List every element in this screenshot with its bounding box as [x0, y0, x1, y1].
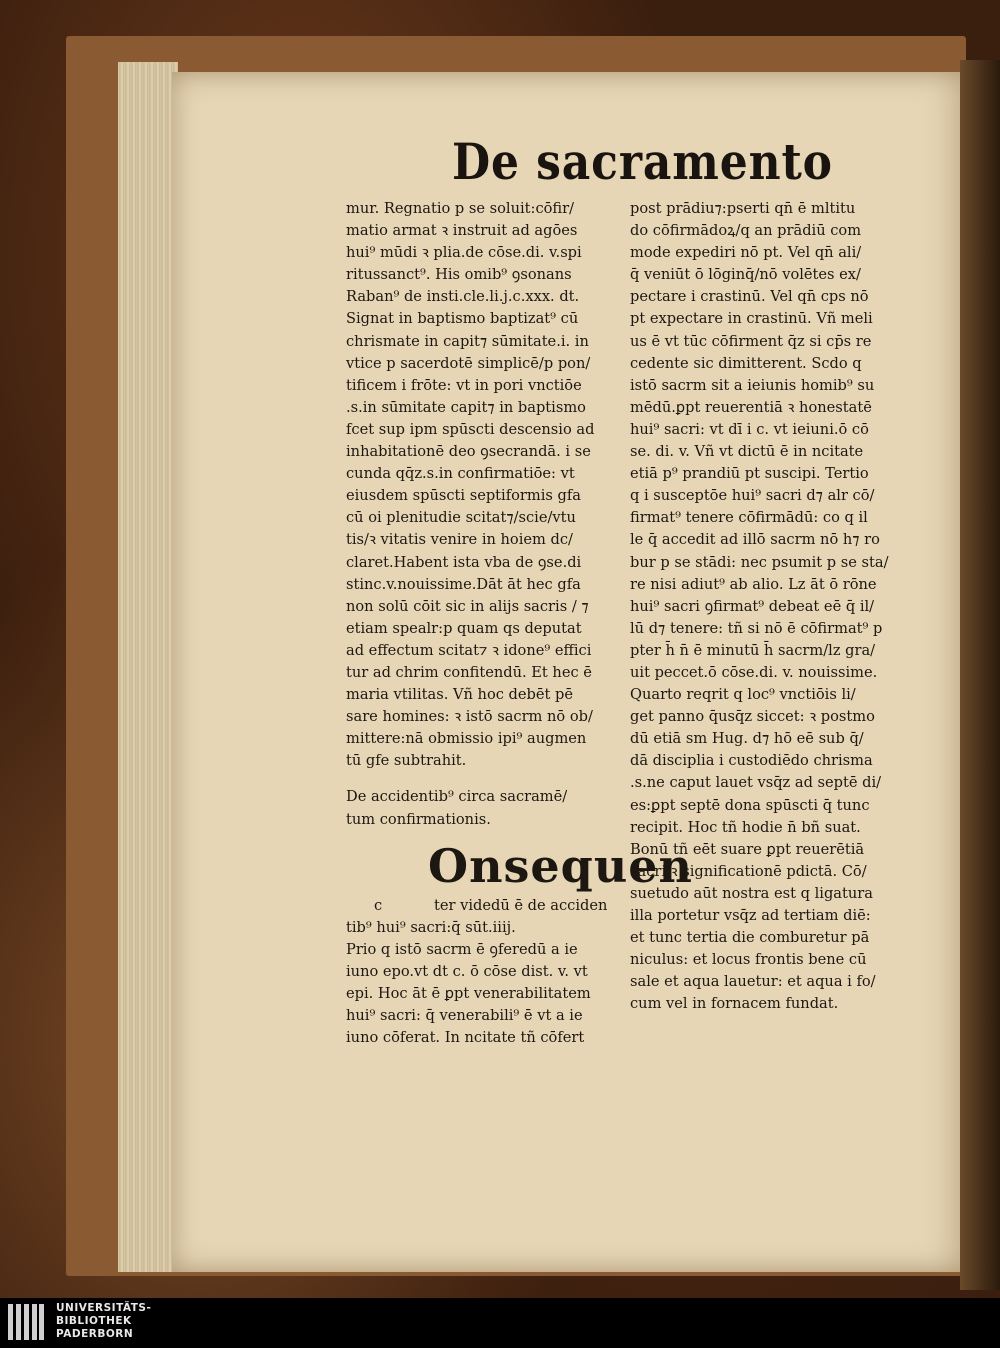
text-line: Bonū tñ eēt suare ꝑpt reuerētiā [630, 840, 865, 858]
text-line: us ē vt tūc cōfirment q̄z si cp̄s re [630, 332, 872, 350]
text-line: ad effectum scitat⁊ ꝛ idone⁹ effici [346, 641, 592, 659]
text-line: tib⁹ hui⁹ sacri:q̄ sūt.iiij. [346, 918, 516, 936]
text-line: sacri ꝛ significationē pdictā. Cō/ [630, 862, 867, 880]
text-line: matio armat ꝛ instruit ad agōes [346, 222, 578, 240]
text-line: .s.in sūmitate capit⁊ in baptismo [346, 398, 586, 416]
text-line: maria vtilitas. Vñ hoc debēt pē [346, 686, 573, 704]
text-line: cunda qq̄z.s.in confirmatiōe: vt [346, 465, 575, 483]
text-line: se. di. v. Vñ vt dictū ē in ncitate [630, 443, 864, 461]
text-line: iuno epo.vt dt c. ō cōse dist. v. vt [346, 962, 588, 980]
text-line: hui⁹ sacri ꝯfirmat⁹ debeat eē q̄ il/ [630, 597, 875, 615]
text-line: mēdū.ꝑpt reuerentiā ꝛ honestatē [630, 398, 872, 416]
text-line: sare homines: ꝛ istō sacrm nō ob/ [346, 708, 593, 726]
text-line: cedente sic dimitterent. Scdo q [630, 354, 862, 372]
text-line: Signat in baptismo baptizat⁹ cū [346, 310, 579, 328]
text-line: re nisi adiut⁹ ab alio. Lz āt ō rōne [630, 575, 877, 593]
text-line: istō sacrm sit a ieiunis homib⁹ su [630, 376, 875, 394]
text-line: pectare i crastinū. Vel qn̄ cps nō [630, 288, 869, 306]
text-line: Raban⁹ de insti.cle.li.j.c.xxx. dt. [346, 288, 580, 306]
text-column-right [630, 198, 912, 1015]
text-line: le q̄ accedit ad illō sacrm nō h⁊ ro [630, 531, 880, 549]
text-line: fcet sup ipm spūscti descensio ad [346, 420, 595, 438]
text-line: tum confirmationis. [346, 810, 491, 828]
text-line: niculus: et locus frontis bene cū [630, 951, 867, 969]
paragraph-bottom [346, 917, 624, 1050]
text-column-left [346, 198, 693, 1049]
library-logo-icon [8, 1304, 44, 1340]
drop-line-text: ter videdū ē de acciden [434, 896, 608, 914]
text-line: get panno q̄usq̄z siccet: ꝛ postmo [630, 708, 875, 726]
text-line: claret.Habent ista vba de ꝯse.di [346, 553, 582, 571]
text-line: lū d⁊ tenere: tñ si nō ē cōfirmat⁹ p [630, 619, 883, 637]
text-line: sale et aqua lauetur: et aqua i fo/ [630, 973, 876, 991]
library-name-line3: PADERBORN [56, 1328, 134, 1340]
text-line: post prādiu⁊:pserti qn̄ ē mltitu [630, 200, 856, 217]
text-line: bur p se stādi: nec psumit p se sta/ [630, 553, 889, 571]
text-line: cum vel in fornacem fundat. [630, 995, 839, 1013]
text-line: hui⁹ mūdi ꝛ plia.de cōse.di. v.spi [346, 244, 582, 262]
paragraph-top [346, 198, 624, 772]
text-line: tū gfe subtrahit. [346, 752, 467, 770]
text-line: pt expectare in crastinū. Vñ meli [630, 310, 873, 328]
text-line: mur. Regnatio p se soluit:cōfir/ [346, 200, 575, 217]
library-name [56, 1302, 151, 1341]
text-line: Quarto reqrit q loc⁹ vnctiōis li/ [630, 686, 856, 704]
text-line: etiā p⁹ prandiū pt suscipi. Tertio [630, 465, 869, 483]
text-line: et tunc tertia die comburetur pā [630, 929, 870, 947]
text-line: tificem i frōte: vt in pori vnctiōe [346, 376, 582, 394]
page-edges [118, 62, 178, 1272]
text-line: uit peccet.ō cōse.di. v. nouissime. [630, 663, 878, 681]
text-line: cū oi plenitudie scitat⁊/scie/vtu [346, 509, 576, 527]
library-footer [0, 1298, 1000, 1348]
text-line: De accidentib⁹ circa sacramē/ [346, 788, 568, 806]
text-line: iuno cōferat. In ncitate tñ cōfert [346, 1029, 585, 1047]
subheading [346, 786, 624, 830]
text-line: Prio q istō sacrm ē ꝯferedū a ie [346, 940, 578, 958]
text-line: tur ad chrim confitendū. Et hec ē [346, 663, 592, 681]
text-line: eiusdem spūscti septiformis gfa [346, 487, 581, 505]
text-line: recipit. Hoc tñ hodie n̄ bñ suat. [630, 818, 861, 836]
text-line: .s.ne caput lauet vsq̄z ad septē di/ [630, 774, 882, 792]
text-line: vtice p sacerdotē simplicē/p pon/ [346, 354, 591, 372]
text-line: tis/ꝛ vitatis venire in hoiem dc/ [346, 531, 573, 549]
text-line: suetudo aūt nostra est q ligatura [630, 884, 873, 902]
text-line: dā disciplia i custodiēdo chrisma [630, 752, 873, 770]
text-line: etiam spealr:p quam qs deputat [346, 619, 582, 637]
book-gutter [960, 60, 1000, 1290]
text-line: mittere:nā obmissio ipi⁹ augmen [346, 730, 587, 748]
library-name-line2: BIBLIOTHEK [56, 1315, 132, 1327]
text-line: pter h̄ n̄ ē minutū h̄ sacrm/lz gra/ [630, 641, 876, 659]
library-name-line1: UNIVERSITÄTS- [56, 1302, 152, 1314]
drop-line [346, 895, 624, 917]
text-line: non solū cōit sic in alijs sacris / ⁊ [346, 597, 589, 615]
text-line: inhabitationē deo ꝯsecrandā. i se [346, 443, 591, 461]
text-line: q̄ veniūt ō lōginq̄/nō volētes ex/ [630, 266, 861, 284]
text-line: firmat⁹ tenere cōfirmādū: co q il [630, 509, 868, 527]
text-line: q i susceptōe hui⁹ sacri d⁊ alr cō/ [630, 487, 875, 505]
text-line: dū etiā sm Hug. d⁊ hō eē sub q̄/ [630, 730, 864, 748]
page-heading: De sacramento [452, 132, 833, 191]
text-line: hui⁹ sacri: vt dī i c. vt ieiuni.ō cō [630, 420, 869, 438]
text-line: do cōfirmādoꝝ/q an prādiū com [630, 222, 862, 240]
text-line: ritussanct⁹. His omib⁹ ꝯsonans [346, 266, 572, 284]
drop-initial: c [374, 896, 383, 914]
text-line: mode expediri nō pt. Vel qn̄ ali/ [630, 244, 862, 262]
text-line: chrismate in capit⁊ sūmitate.i. in [346, 332, 589, 350]
text-line: epi. Hoc āt ē ꝑpt venerabilitatem [346, 985, 591, 1002]
decorated-initial-word: Onsequen [428, 838, 693, 893]
text-line: hui⁹ sacri: q̄ venerabili⁹ ē vt a ie [346, 1007, 583, 1025]
text-line: stinc.v.nouissime.Dāt āt hec gfa [346, 575, 581, 593]
text-line: es:ꝑpt septē dona spūscti q̄ tunc [630, 796, 870, 814]
text-line: illa portetur vsq̄z ad tertiam diē: [630, 907, 871, 924]
